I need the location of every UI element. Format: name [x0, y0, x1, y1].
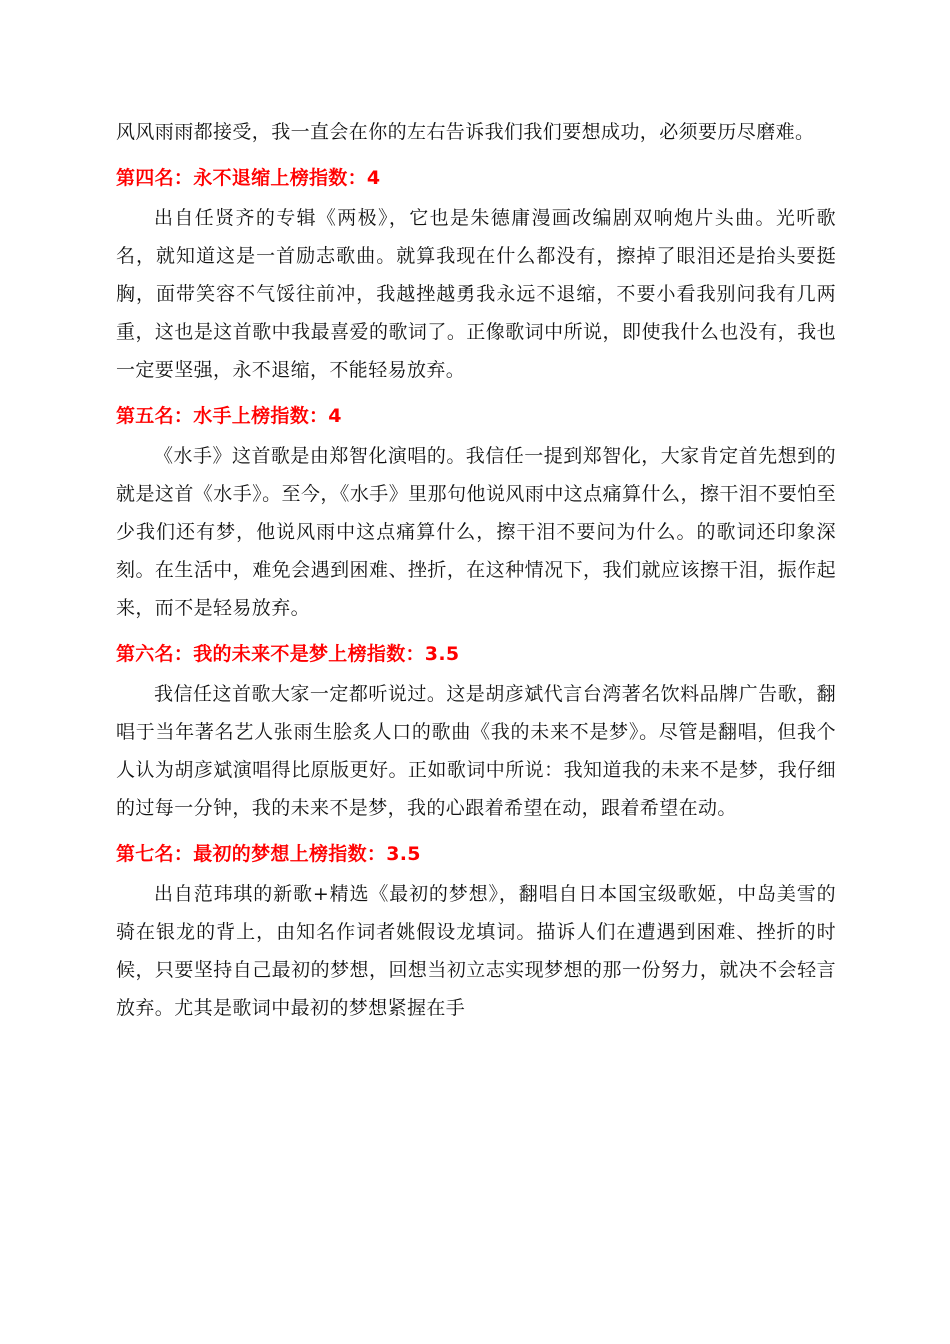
- heading-rank-7: 第七名：最初的梦想上榜指数：3.5: [116, 843, 421, 865]
- paragraph-rank-6: 我信任这首歌大家一定都听说过。这是胡彦斌代言台湾著名饮料品牌广告歌，翻唱于当年著名艺人张雨生脍炙人口的歌曲《我的未来不是梦》。尽管是翻唱，但我个人认为胡彦斌演唱得比原版更好。正如歌词中所说：我知道我的未来不是梦，我仔细的过每一分钟，我的未来不是梦，我的心跟着希望在动，跟着希望在动。: [116, 683, 836, 819]
- paragraph-rank-7: 出自范玮琪的新歌+精选《最初的梦想》，翻唱自日本国宝级歌姬，中岛美雪的骑在银龙的背上，由知名作词者姚假设龙填词。描诉人们在遭遇到困难、挫折的时候，只要坚持自己最初的梦想，回想当初立志实现梦想的那一份努力，就决不会轻言放弃。尤其是歌词中最初的梦想紧握在手: [116, 883, 836, 1019]
- paragraph-rank-5: 《水手》这首歌是由郑智化演唱的。我信任一提到郑智化，大家肯定首先想到的就是这首《水手》。至今，《水手》里那句他说风雨中这点痛算什么，擦干泪不要怕至少我们还有梦，他说风雨中这点痛算什么，擦干泪不要问为什么。的歌词还印象深刻。在生活中，难免会遇到困难、挫折，在这种情况下，我们就应该擦干泪，振作起来，而不是轻易放弃。: [116, 445, 836, 619]
- spacer: [116, 389, 836, 401]
- spacer: [116, 151, 836, 163]
- paragraph-rank-4: 出自任贤齐的专辑《两极》，它也是朱德庸漫画改编剧双响炮片头曲。光听歌名，就知道这是一首励志歌曲。就算我现在什么都没有，擦掉了眼泪还是抬头要挺胸，面带笑容不气馁往前冲，我越挫越勇我永远不退缩，不要小看我别问我有几两重，这也是这首歌中我最喜爱的歌词了。正像歌词中所说，即使我什么也没有，我也一定要坚强，永不退缩，不能轻易放弃。: [116, 207, 836, 381]
- spacer: [116, 827, 836, 839]
- paragraph-intro-continuation: 风风雨雨都接受，我一直会在你的左右告诉我们我们要想成功，必须要历尽磨难。: [116, 121, 815, 143]
- heading-rank-6: 第六名：我的未来不是梦上榜指数：3.5: [116, 643, 460, 665]
- spacer: [116, 627, 836, 639]
- document-content: [116, 113, 836, 1027]
- heading-rank-4: 第四名：永不退缩上榜指数：4: [116, 167, 381, 189]
- heading-rank-5: 第五名：水手上榜指数：4: [116, 405, 342, 427]
